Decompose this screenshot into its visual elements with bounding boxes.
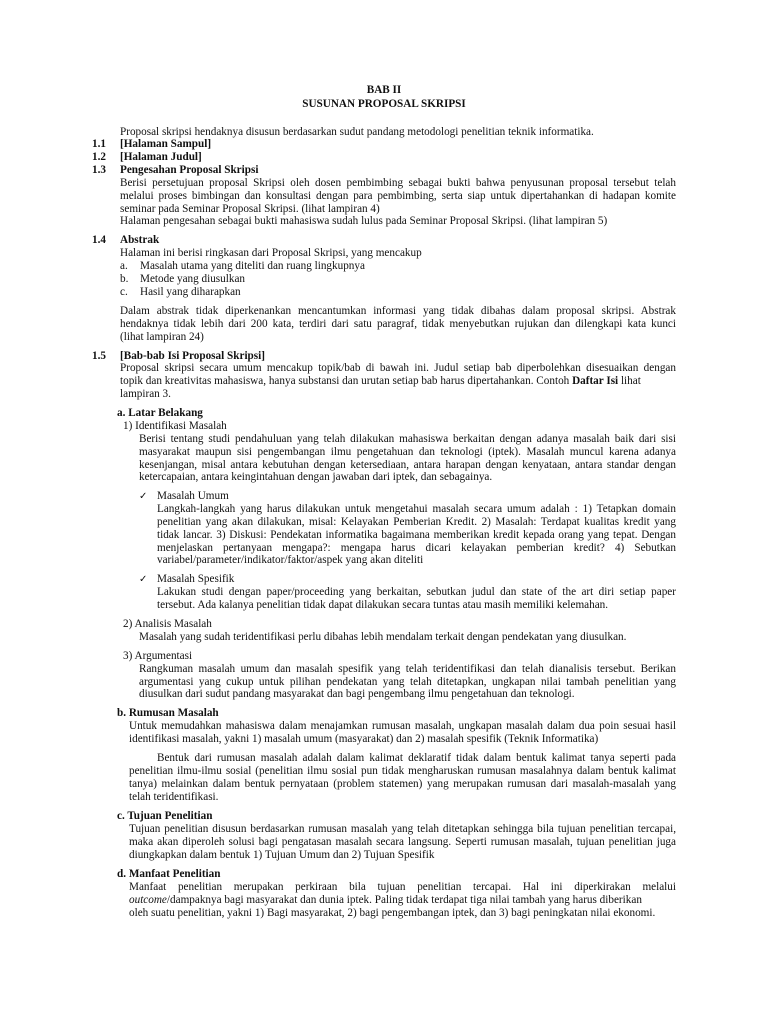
bullet-heading: Masalah Spesifik xyxy=(157,573,235,585)
text-line: Proposal skripsi secara umum mencakup topik/bab di bawah ini. Judul setiap bab diperbolehkan disesuaikan dengan xyxy=(120,362,676,374)
section-number-1-3: 1.3 xyxy=(92,164,106,176)
text-line: oleh suatu penelitian, yakni 1) Bagi masyarakat, 2) bagi pengembangan iptek, dan 3) bagi peningkatan nilai ekonomi. xyxy=(129,907,656,919)
text-span: /dampaknya bagi masyarakat dan dunia iptek. Paling tidak terdapat tiga nilai tambah yang harus diberikan xyxy=(166,894,642,906)
daftar-isi-emphasis: Daftar Isi xyxy=(572,375,619,387)
text-line: variabel/parameter/indikator/faktor/aspek yang akan diteliti xyxy=(157,554,424,566)
section-heading-1-3: Pengesahan Proposal Skripsi xyxy=(120,164,259,176)
text-line: Untuk memudahkan mahasiswa dalam menajamkan rumusan masalah, ungkapan masalah dalam dua poin sesuai hasil xyxy=(129,720,676,732)
list-item: Hasil yang diharapkan xyxy=(140,286,241,298)
list-marker: b. xyxy=(120,273,129,285)
section-number-1-4: 1.4 xyxy=(92,234,106,246)
text-span: lihat xyxy=(618,375,641,387)
list-item: Metode yang diusulkan xyxy=(140,273,246,285)
bullet-heading: Masalah Umum xyxy=(157,490,229,502)
text-line xyxy=(129,894,676,907)
text-line xyxy=(120,375,676,388)
text-line: ketercapaian, antara keingintahuan dengan jawaban dari iptek, dan sebagainya. xyxy=(139,471,493,483)
text-line: kesenjangan, misal antara kebutuhan dengan ketersediaan, antara harapan dengan kenyataan, antara standar dengan xyxy=(139,459,676,471)
text-line: Halaman ini berisi ringkasan dari Proposal Skripsi, yang mencakup xyxy=(120,247,422,259)
text-line: identifikasi masalah, yakni 1) masalah umum (masyarakat) dan 2) masalah spesifik (Teknik Informatika) xyxy=(129,733,599,745)
checkmark-icon: ✓ xyxy=(139,574,148,585)
text-line: tanya) melainkan dalam bentuk pernyataan (problem statemen) yang merupakan rumusan dari masalah-masalah yang xyxy=(129,778,676,790)
text-line: masyarakat maupun sisi pengembangan ilmu pengetahuan dan teknologi (iptek). Masalah muncul karena adanya xyxy=(139,446,676,458)
text-line: Langkah-langkah yang harus dilakukan untuk mengetahui masalah secara umum adalah : 1) Tetapkan domain xyxy=(157,503,676,515)
text-line: Manfaat penelitian merupakan perkiraan bila tujuan penelitian tercapai. Hal ini diperkirakan melalui xyxy=(129,881,676,893)
text-line: penelitian yang akan dilakukan, misal: Kelayakan Pemberian Kredit. 2) Masalah: Terdapat kualitas kredit yang xyxy=(157,516,676,528)
text-line: Bentuk dari rumusan masalah adalah dalam kalimat deklaratif tidak dalam bentuk kalimat tanya seperti pada xyxy=(157,752,676,764)
list-marker: c. xyxy=(120,286,128,298)
text-line: melalui proses bimbingan dan konsultasi dengan para pembimbing, serta siap untuk dipertahankan di hadapan komite xyxy=(120,190,676,202)
subsection-heading-b: b. Rumusan Masalah xyxy=(117,707,219,719)
intro-text: Proposal skripsi hendaknya disusun berdasarkan sudut pandang metodologi penelitian teknik informatika. xyxy=(120,126,594,138)
text-line: Berisi tentang studi pendahuluan yang telah dilakukan mahasiswa berkaitan dengan adanya masalah baik dari sisi xyxy=(139,433,676,445)
outcome-emphasis: outcome xyxy=(129,894,167,906)
chapter-title: SUSUNAN PROPOSAL SKRIPSI xyxy=(302,98,466,110)
text-line: seminar pada Seminar Proposal Skripsi. (lihat lampiran 4) xyxy=(120,203,380,215)
text-span: topik dan kreativitas mahasiswa, hanya substansi dan urutan setiap bab harus dipertahankan. Contoh xyxy=(120,375,573,387)
text-line: argumentasi yang cukup untuk pilihan pendekatan yang telah ditetapkan, ungkapan nilai tambah penelitian yang xyxy=(139,676,676,688)
text-line: Dalam abstrak tidak diperkenankan mencantumkan informasi yang tidak dibahas dalam proposal skripsi. Abstrak xyxy=(120,305,676,317)
subsection-heading-c: c. Tujuan Penelitian xyxy=(117,810,213,822)
section-number-1-1: 1.1 xyxy=(92,138,106,150)
text-line: penelitian ilmu-ilmu sosial (penelitian ilmu sosial pun tidak mengharuskan rumusan masalahnya dalam bentuk kalimat xyxy=(129,765,676,777)
section-heading-1-4: Abstrak xyxy=(120,234,160,246)
subsection-heading-a: a. Latar Belakang xyxy=(117,407,203,419)
text-line: telah teridentifikasi. xyxy=(129,791,219,803)
section-heading-1-5: [Bab-bab Isi Proposal Skripsi] xyxy=(120,350,265,362)
numbered-item: 2) Analisis Masalah xyxy=(123,618,212,630)
text-line: menjelaskan pertanyaan mengapa?: mengapa harus dicari kelayakan pemberian kredit? 4) Sebutkan xyxy=(157,542,676,554)
text-line: Masalah yang sudah teridentifikasi perlu dibahas lebih mendalam terkait dengan pendekatan yang diusulkan. xyxy=(139,631,627,643)
text-line: Lakukan studi dengan paper/proceeding yang berkaitan, sebutkan judul dan state of the art diri setiap paper xyxy=(157,586,676,598)
section-heading-1-1: [Halaman Sampul] xyxy=(120,138,212,150)
text-line: diusulkan dari sudut pandang masyarakat dan bagi pengembang ilmu pengetahuan dan teknologi. xyxy=(139,688,575,700)
text-line: Tujuan penelitian disusun berdasarkan rumusan masalah yang telah ditetapkan sehingga bila tujuan penelitian tercapai, xyxy=(129,823,676,835)
text-line: hendaknya tidak lebih dari 200 kata, terdiri dari satu paragraf, tidak menyebutkan rujukan dan dilengkapi kata kunci xyxy=(120,318,676,330)
text-line: maka akan diperoleh solusi bagi pengatasan masalah secara langsung. Seperti rumusan masalah, tujuan penelitian juga xyxy=(129,836,676,848)
text-line: tersebut. Ada kalanya penelitian tidak dapat dilakukan secara tuntas atau masih memiliki kelemahan. xyxy=(157,599,609,611)
text-line: lampiran 3. xyxy=(120,388,171,400)
text-line: (lihat lampiran 24) xyxy=(120,331,204,343)
numbered-item: 3) Argumentasi xyxy=(123,650,193,662)
text-line: tidak lancar. 3) Diskusi: Pendekatan informatika bagaimana memberikan kredit kepada orang yang tepat. Dengan xyxy=(157,529,676,541)
section-number-1-2: 1.2 xyxy=(92,151,106,163)
text-line: Halaman pengesahan sebagai bukti mahasiswa sudah lulus pada Seminar Proposal Skripsi. (lihat lampiran 5) xyxy=(120,215,608,227)
numbered-item: 1) Identifikasi Masalah xyxy=(123,420,227,432)
checkmark-icon: ✓ xyxy=(139,491,148,502)
text-line: Berisi persetujuan proposal Skripsi oleh dosen pembimbing sebagai bukti bahwa penyusunan proposal tersebut telah xyxy=(120,177,676,189)
list-marker: a. xyxy=(120,260,128,272)
list-item: Masalah utama yang diteliti dan ruang lingkupnya xyxy=(140,260,365,272)
text-line: diungkapkan dalam bentuk 1) Tujuan Umum dan 2) Tujuan Spesifik xyxy=(129,849,435,861)
section-heading-1-2: [Halaman Judul] xyxy=(120,151,202,163)
text-line: Rangkuman masalah umum dan masalah spesifik yang telah teridentifikasi dan telah dianalisis tersebut. Berikan xyxy=(139,663,676,675)
section-number-1-5: 1.5 xyxy=(92,350,106,362)
subsection-heading-d: d. Manfaat Penelitian xyxy=(117,868,221,880)
chapter-number: BAB II xyxy=(366,84,402,96)
